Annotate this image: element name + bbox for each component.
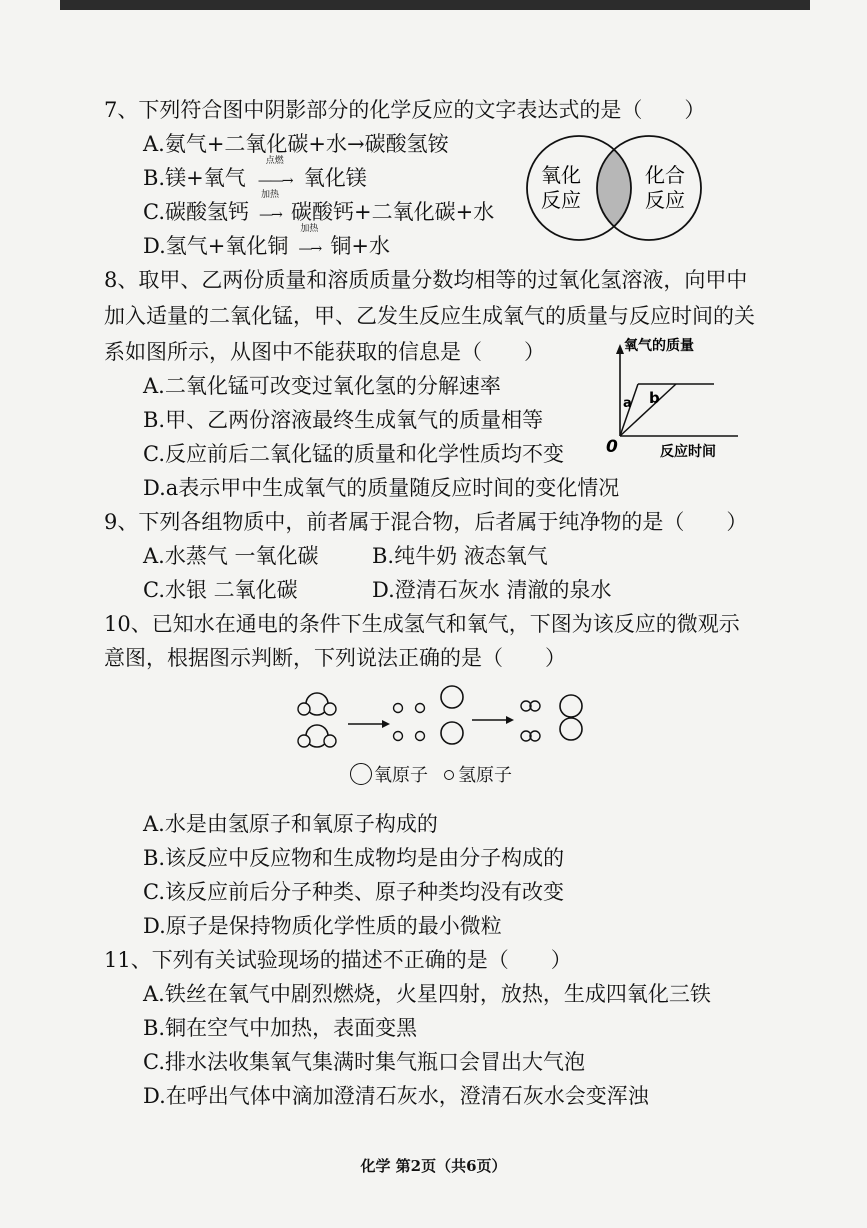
q11-stem: 11、下列有关试验现场的描述不正确的是（ ） xyxy=(104,948,572,972)
venn-left-label-1: 氧化 xyxy=(541,163,581,187)
q8-option-a: A.二氧化锰可改变过氧化氢的分解速率 xyxy=(143,374,501,398)
q11-option-d: D.在呼出气体中滴加澄清石灰水，澄清石灰水会变浑浊 xyxy=(143,1084,649,1108)
reaction-condition xyxy=(249,190,291,229)
oxygen-mass-graph xyxy=(600,332,750,464)
arrow-icon: ——→ xyxy=(257,173,292,189)
q7-option-d-right: 铜+水 xyxy=(330,234,390,258)
oxygen-atom-icon xyxy=(350,763,372,785)
curve-a-label: a xyxy=(623,396,632,411)
q8-option-c: C.反应前后二氧化锰的质量和化学性质均不变 xyxy=(143,442,564,466)
q9-option-b: B.纯牛奶 液态氧气 xyxy=(372,544,548,568)
q9-option-d: D.澄清石灰水 清澈的泉水 xyxy=(372,578,612,602)
legend-hydrogen-label: 氢原子 xyxy=(458,765,512,786)
q7-option-d xyxy=(143,224,390,263)
condition-label: 点燃 xyxy=(265,156,284,166)
q8-option-b: B.甲、乙两份溶液最终生成氧气的质量相等 xyxy=(143,408,544,432)
page-footer: 化学 第2页（共6页） xyxy=(360,1157,507,1175)
scan-top-edge xyxy=(60,0,810,10)
venn-left-label-2: 反应 xyxy=(541,188,581,212)
separated-atoms xyxy=(394,686,464,744)
curve-b-label: b xyxy=(649,389,660,407)
q11-option-a: A.铁丝在氧气中剧烈燃烧，火星四射，放热，生成四氧化三铁 xyxy=(143,982,711,1006)
venn-right-label-1: 化合 xyxy=(645,163,685,187)
q9-option-c: C.水银 二氧化碳 xyxy=(143,578,298,602)
q10-option-d: D.原子是保持物质化学性质的最小微粒 xyxy=(143,914,502,938)
arrow-head-2-icon xyxy=(506,716,514,724)
y-axis-arrow-icon xyxy=(616,344,624,354)
q9-option-a: A.水蒸气 一氧化碳 xyxy=(143,544,319,568)
q11-option-b: B.铜在空气中加热，表面变黑 xyxy=(143,1016,418,1040)
oxygen-molecule xyxy=(560,695,582,740)
q7-option-a: A.氨气+二氧化碳+水→碳酸氢铵 xyxy=(143,132,449,156)
q8-stem-line-3: 系如图所示，从图中不能获取的信息是（ ） xyxy=(104,340,545,364)
q7-option-d-left: D.氢气+氧化铜 xyxy=(143,234,289,258)
reaction-condition xyxy=(288,224,330,263)
hydrogen-molecule-1 xyxy=(521,701,540,711)
q7-option-c-right: 碳酸钙+二氧化碳+水 xyxy=(291,200,495,224)
arrow-icon: —→ xyxy=(298,241,321,257)
venn-right-label-2: 反应 xyxy=(645,188,685,212)
graph-y-label: 氧气的质量 xyxy=(624,338,694,354)
q10-option-b: B.该反应中反应物和生成物均是由分子构成的 xyxy=(143,846,565,870)
q11-option-c: C.排水法收集氧气集满时集气瓶口会冒出大气泡 xyxy=(143,1050,585,1074)
q10-stem-line-2: 意图，根据图示判断，下列说法正确的是（ ） xyxy=(104,646,566,670)
condition-label: 加热 xyxy=(260,190,279,200)
q8-stem-line-2: 加入适量的二氧化锰，甲、乙发生反应生成氧气的质量与反应时间的关 xyxy=(104,304,755,328)
q7-stem: 7、下列符合图中阴影部分的化学反应的文字表达式的是（ ） xyxy=(104,98,706,122)
legend-oxygen-label: 氧原子 xyxy=(374,765,428,786)
graph-x-label: 反应时间 xyxy=(660,444,716,460)
electrolysis-micro-diagram xyxy=(290,676,600,760)
arrow-head-1-icon xyxy=(382,720,390,728)
atom-legend xyxy=(350,762,512,790)
q7-option-b-right: 氧化镁 xyxy=(303,166,367,190)
water-molecule-2 xyxy=(298,725,336,747)
arrow-icon: —→ xyxy=(259,207,281,223)
q10-option-a: A.水是由氢原子和氧原子构成的 xyxy=(143,812,438,836)
hydrogen-atom-icon xyxy=(444,770,454,780)
q7-option-c-left: C.碳酸氢钙 xyxy=(143,200,249,224)
q10-option-c: C.该反应前后分子种类、原子种类均没有改变 xyxy=(143,880,564,904)
venn-diagram xyxy=(525,132,705,248)
graph-origin: 0 xyxy=(606,437,618,457)
water-molecule-1 xyxy=(298,693,336,715)
q8-stem-line-1: 8、取甲、乙两份质量和溶质质量分数均相等的过氧化氢溶液，向甲中 xyxy=(104,268,748,292)
hydrogen-molecule-2 xyxy=(521,731,540,741)
condition-label: 加热 xyxy=(300,224,319,234)
q7-option-b-left: B.镁+氧气 xyxy=(143,166,246,190)
q10-stem-line-1: 10、已知水在通电的条件下生成氢气和氧气，下图为该反应的微观示 xyxy=(104,612,740,636)
q8-option-d: D.a表示甲中生成氧气的质量随反应时间的变化情况 xyxy=(143,476,620,500)
q9-stem: 9、下列各组物质中，前者属于混合物，后者属于纯净物的是（ ） xyxy=(104,510,748,534)
